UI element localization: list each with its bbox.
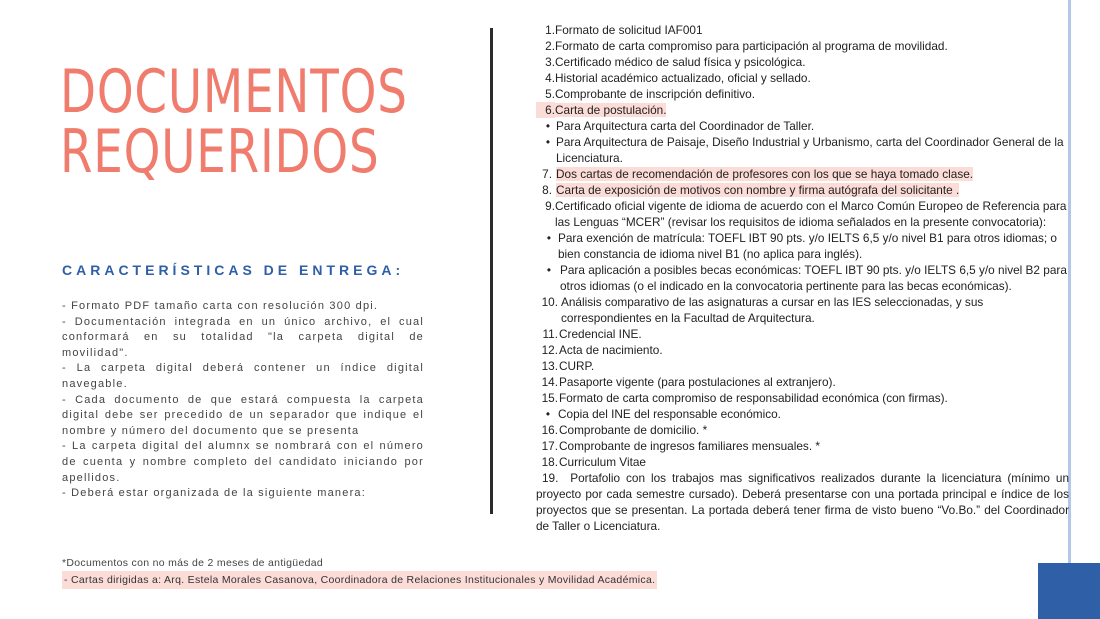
list-item-text: Comprobante de domicilio. * (559, 423, 708, 437)
list-marker: 14. (541, 375, 558, 389)
list-item-text: CURP. (559, 359, 595, 373)
list-item (536, 342, 1069, 358)
list-item-text: Copia del INE del responsable económico. (558, 407, 781, 421)
delivery-item: - La carpeta digital deberá contener un índice digital navegable. (62, 362, 424, 390)
delivery-item: - Cada documento de que estará compuesta la carpeta digital debe ser precedido de un separador que indique el nombre y número del documento que se presenta (62, 393, 424, 437)
list-item-text (556, 166, 1069, 182)
list-item (536, 134, 1069, 166)
list-item-text: Comprobante de ingresos familiares mensuales. * (559, 439, 820, 453)
list-item (536, 38, 1069, 54)
corner-block (1038, 563, 1100, 619)
list-item-text: Curriculum Vitae (559, 455, 646, 469)
list-item (536, 358, 1069, 374)
list-item-text: Historial académico actualizado, oficial y sellado. (555, 71, 811, 85)
delivery-characteristics (62, 299, 424, 502)
list-item (536, 454, 1069, 470)
delivery-item: - La carpeta digital del alumnx se nombrará con el número de cuenta y nombre completo del candidato iniciando por apellidos. (62, 440, 424, 484)
list-marker: 9. (545, 199, 555, 213)
list-item (536, 438, 1069, 454)
list-marker: 4. (545, 71, 555, 85)
list-item-text: Portafolio con los trabajos mas significativos realizados durante la licenciatura (mínimo un proyecto por cada semestre cursado). Deberá presentarse con una portada principal e índice de los proyectos que se presentan. La portada deberá tener firma de visto bueno “Vo.Bo.” del Coordinador de Taller o Licenciatura. (536, 471, 1070, 533)
list-marker: 11. (542, 327, 558, 341)
list-marker: 6. (536, 102, 555, 118)
list-marker: 2. (545, 39, 555, 53)
list-item (536, 102, 1069, 118)
list-item-text: Para exención de matrícula: TOEFL IBT 90 pts. y/o IELTS 6,5 y/o nivel B1 para otros idiomas; o bien constancia de idioma nivel B1 (no aplica para inglés). (558, 231, 1057, 261)
highlighted-text: Carta de exposición de motivos con nombre y firma autógrafa del solicitante . (556, 183, 960, 197)
list-item (536, 422, 1069, 438)
highlighted-text: Dos cartas de recomendación de profesores con los que se haya tomado clase. (556, 167, 974, 181)
list-marker: 7. (542, 167, 552, 181)
title-line-1: DOCUMENTOS (60, 57, 408, 127)
bullet-marker: • (546, 231, 551, 245)
list-marker: 13. (541, 359, 558, 373)
list-marker: 3. (545, 55, 555, 69)
title-line-2: REQUERIDOS (60, 117, 380, 187)
bullet-marker: • (546, 263, 551, 277)
list-item (536, 118, 1069, 134)
list-item (536, 294, 1069, 326)
list-item-text: Certificado oficial vigente de idioma de acuerdo con el Marco Común Europeo de Referencia para las Lenguas “MCER” (revisar los requisitos de idioma señalados en la presente convocatoria): (555, 199, 1067, 229)
bullet-marker: • (545, 119, 550, 133)
list-item (536, 54, 1069, 70)
list-item-text: Credencial INE. (559, 327, 642, 341)
list-item (536, 182, 1069, 198)
highlighted-text: Carta de postulación. (555, 103, 667, 117)
list-marker: 10. (541, 295, 558, 309)
list-marker: 15. (541, 391, 558, 405)
list-marker: 12. (541, 343, 558, 357)
list-item-text: Pasaporte vigente (para postulaciones al extranjero). (559, 375, 836, 389)
list-item (536, 70, 1069, 86)
delivery-subheading: CARACTERÍSTICAS DE ENTREGA: (62, 262, 405, 278)
list-item-text: Para Arquitectura de Paisaje, Diseño Industrial y Urbanismo, carta del Coordinador General de la Licenciatura. (556, 135, 1064, 165)
list-marker: 18. (541, 455, 558, 469)
required-documents-list (536, 22, 1069, 534)
list-marker: 1. (545, 23, 555, 37)
list-item-text: Formato de carta compromiso para participación al programa de movilidad. (555, 39, 948, 53)
list-item (536, 198, 1069, 230)
list-marker: 19. (541, 471, 559, 485)
list-item-text: Formato de solicitud IAF001 (555, 23, 703, 37)
delivery-item: - Documentación integrada en un único archivo, el cual conformará en su totalidad "la carpeta digital de movilidad". (62, 315, 424, 359)
footnote: *Documentos con no más de 2 meses de antigüedad (62, 557, 324, 569)
list-marker: 16. (541, 423, 558, 437)
vertical-divider (490, 28, 493, 514)
list-item-text: Para aplicación a posibles becas económicas: TOEFL IBT 90 pts. y/o IELTS 6,5 y/o nivel B2 para otros idiomas (o el indicado en la convocatoria pertinente para las becas económicas). (560, 263, 1067, 293)
list-item-text: Formato de carta compromiso de responsabilidad económica (con firmas). (559, 391, 948, 405)
list-marker: 17. (541, 439, 558, 453)
list-item (536, 86, 1069, 102)
bullet-marker: • (545, 407, 550, 421)
bullet-marker: • (545, 135, 550, 149)
list-marker: 8. (542, 183, 552, 197)
list-item-text: Para Arquitectura carta del Coordinador de Taller. (556, 119, 815, 133)
list-item (536, 390, 1069, 406)
list-item (536, 22, 1069, 38)
list-item-text: Certificado médico de salud física y psicológica. (555, 55, 806, 69)
list-marker: 5. (545, 87, 555, 101)
cartas-note: - Cartas dirigidas a: Arq. Estela Morales Casanova, Coordinadora de Relaciones Institucionales y Movilidad Académica. (62, 571, 657, 589)
delivery-item: - Deberá estar organizada de la siguiente manera: (62, 487, 367, 500)
page-title (60, 57, 408, 187)
list-item-text: Acta de nacimiento. (559, 343, 663, 357)
list-item (536, 326, 1069, 342)
list-item-paragraph (536, 470, 1069, 534)
list-item (536, 374, 1069, 390)
list-item-text (556, 182, 1069, 198)
delivery-item: - Formato PDF tamaño carta con resolución 300 dpi. (62, 300, 379, 312)
list-item-text: Comprobante de inscripción definitivo. (555, 87, 755, 101)
list-item-text: Análisis comparativo de las asignaturas a cursar en las IES seleccionadas, y sus correspondientes en la Facultad de Arquitectura. (561, 295, 984, 325)
list-item (536, 166, 1069, 182)
list-item (536, 230, 1069, 262)
list-item (536, 406, 1069, 422)
list-item-text (555, 102, 1069, 118)
list-item (536, 262, 1069, 294)
